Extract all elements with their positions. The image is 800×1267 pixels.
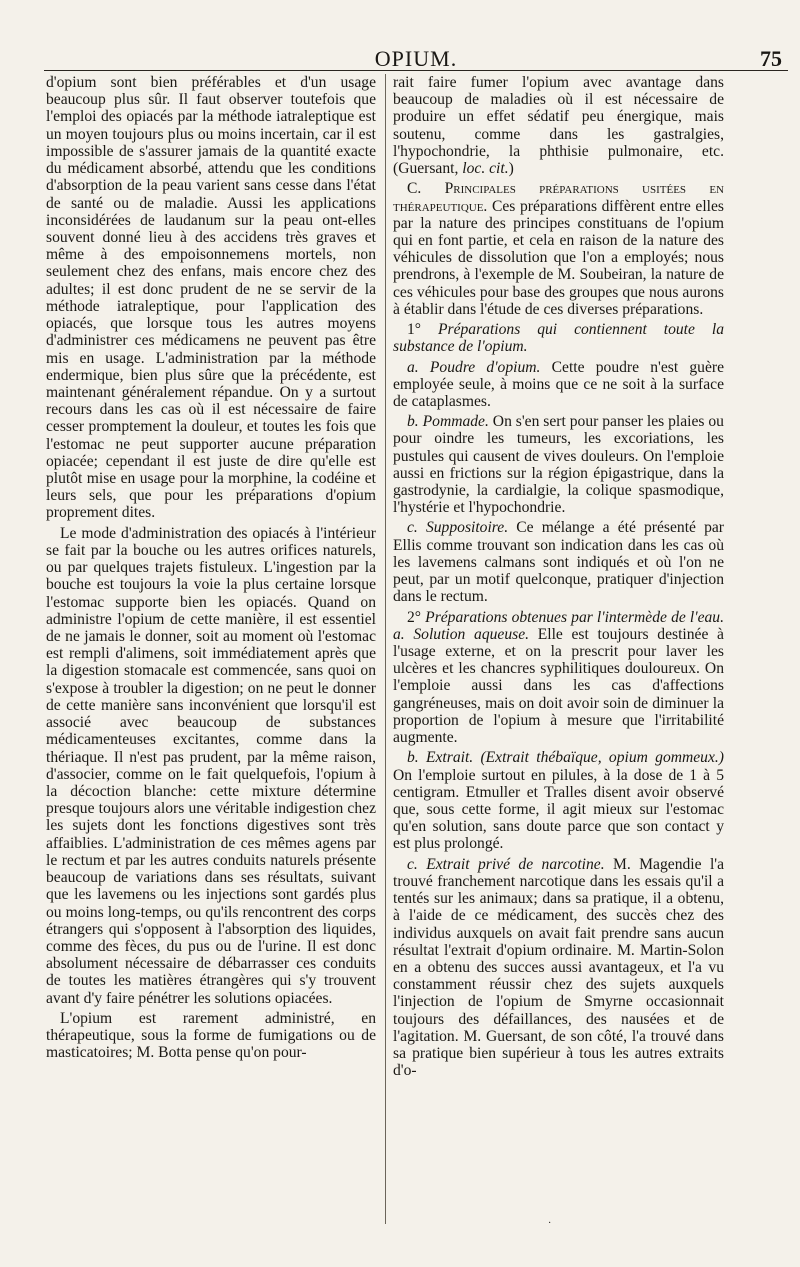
section-text: Ces préparations diffèrent entre elles par la nature des principes constituans de l'opium qui en font partie, et cela en raison de la nature des véhicules de dissolution que l'on a employés; nous prendrons, à l'exemple de M. Soubeiran, la nature de ces véhicules pour base des groupes que nous aurons à établir dans l'étude de ces diverses préparations. — [393, 197, 724, 318]
item-text: On s'en sert pour panser les plaies ou pour oindre les tumeurs, les excoriations, les pustules qui causent de vives douleurs. On l'emploie aussi en frictions sur la région épigastrique, dans la gastrodynie, la cardialgie, la colique spasmodique, l'hystérie et l'hypochondrie. — [393, 413, 724, 517]
item-label: c. — [407, 855, 418, 873]
item-text: M. Magendie l'a trouvé franchement narcotique dans les essais qu'il a tentés sur les animaux; dans sa pratique, il a obtenu, à l'aide de ce médicament, des succès chez des individus auxquels on avait fait prendre sans aucun résultat l'extrait d'opium ordinaire. M. Martin-Solon en a obtenu des succes aussi avantageux, et l'a vu constamment réussir chez des sujets auxquels l'injection de l'opium de Smyrne occasionnait toujours des défaillances, des nausées et de l'agitation. M. Guersant, de son côté, l'a trouvé dans sa pratique bien supérieur à tous les autres extraits d'o- — [393, 855, 725, 1080]
item-synonyms: (Extrait thébaïque, opium gommeux.) — [473, 749, 724, 767]
header-rule — [44, 70, 788, 71]
paragraph: L'opium est rarement administré, en thérapeutique, sous la forme de fumigations ou de masticatoires; M. Botta pense qu'on pour- — [46, 1009, 376, 1062]
paragraph: d'opium sont bien préférables et d'un usage beaucoup plus sûr. Il faut observer toutefois que l'emploi des opiacés par la méthode iatraleptique est un moyen toujours plus ou moins incertain, car il est impossible de s'assurer jamais de la quantité exacte du médicament absorbé, attendu que les conditions d'absorption de la peau varient sans cesse dans l'état de santé ou de maladie. Aussi les applications inconsidérées de laudanum sur la peau ont-elles souvent donné lieu à des accidens très graves et même à des empoisonnemens mortels, non seulement chez des enfans, mais encore chez des adultes; il est donc prudent de ne se servir de la méthode iatraleptique, pour l'application des opiacés, que lorsque tous les autres moyens d'administrer ces médicamens ne peuvent pas être mis en usage. L'administration par la méthode endermique, bien plus sûre que la précédente, est maintenant généralement répandue. On y a surtout recours dans les cas où il est nécessaire de faire cesser promptement la douleur, et toutes les fois que l'estomac ne peut supporter aucune préparation opiacée; cependant il est juste de dire qu'elle est plutôt mise en usage pour la morphine, la codéine et leurs sels, que pour les préparations d'opium proprement dites. — [46, 74, 376, 522]
paragraph-text: rait faire fumer l'opium avec avantage dans beaucoup de maladies où il est nécessaire de produire un effet sédatif peu énergique, mais soutenu, comme dans les gastralgies, l'hypochondrie, la phthisie pulmonaire, etc. (Guersant, — [393, 74, 724, 178]
page-title: OPIUM. — [374, 46, 458, 71]
page-number: 75 — [760, 46, 782, 71]
item-text: Cette poudre n'est guère employée seule, à moins que ce ne soit à la surface de cataplasmes. — [393, 358, 724, 410]
item-label: a. — [407, 358, 419, 376]
right-column — [393, 74, 724, 1079]
paragraph: Le mode d'administration des opiacés à l'intérieur se fait par la bouche ou les autres orifices naturels, ou par quelques trajets fistuleux. L'ingestion par la bouche est toujours la voie la plus certaine lorsque l'estomac supporte bien les opiacés. Quand on administre l'opium de cette manière, il est essentiel de ne jamais le donner, soit au moment où l'estomac est rempli d'alimens, soit immédiatement après que la digestion stomacale est commencée, sans quoi on s'expose à troubler la digestion; on ne peut le donner de cette manière sans inconvénient que lorsqu'il est associé avec beaucoup de substances médicamenteuses excitantes, comme dans la thériaque. Il n'est pas prudent, par la même raison, d'associer, comme on le fait quelquefois, l'opium à la décoction blanche: cette mixture détermine presque toujours alors une véritable indigestion chez les sujets dont les fonctions digestives sont très affaiblies. L'administration de ces mêmes agens par le rectum et par les autres conduits naturels présente beaucoup de variations dans ses résultats, suivant que les lavemens ou les injections sont gardés plus ou moins long-temps, ou qu'ils rencontrent des corps étrangers qui s'opposent à l'absorption des liquides, comme des fèces, du pus ou de l'urine. Il est donc absolument nécessaire de débarrasser ces conduits de toutes les matières étrangères qui s'y trouvent avant d'y faire pénétrer les solutions opiacées. — [46, 524, 376, 1007]
item-c — [393, 519, 724, 605]
item-label: c. — [407, 519, 418, 537]
paragraph — [393, 74, 724, 177]
citation: loc. cit. — [462, 160, 509, 178]
subsection-title: Préparations obtenues par l'intermède de l'eau. a. Solution aqueuse. — [393, 608, 724, 643]
item-label: b. — [407, 413, 419, 431]
item-b — [393, 413, 724, 516]
section-label: C. — [407, 180, 422, 198]
item-a — [393, 359, 724, 411]
item-c-narcotine — [393, 856, 724, 1080]
item-title: Pommade. — [418, 413, 489, 431]
item-b-extrait — [393, 749, 724, 852]
subsection-number: 2° — [407, 608, 422, 626]
subsection-1 — [393, 321, 724, 355]
item-title: Poudre d'opium. — [418, 358, 541, 376]
printer-mark: · — [548, 1218, 552, 1229]
column-divider — [385, 74, 386, 1224]
item-title: Extrait privé de narcotine. — [417, 855, 605, 873]
subsection-title: Préparations qui contiennent toute la substance de l'opium. — [393, 321, 724, 356]
left-column — [46, 74, 376, 1061]
item-text: On l'emploie surtout en pilules, à la dose de 1 à 5 centigram. Etmuller et Tralles disent avoir observé que, sous cette forme, il agit mieux sur l'estomac qu'en solution, sans doute parce que son contact y est plus prolongé. — [393, 766, 724, 853]
subsection-2 — [393, 609, 724, 747]
item-label: b. — [407, 749, 419, 767]
section-heading: Principales préparations usitées en thérapeutique. — [393, 180, 724, 215]
item-title: Suppositoire. — [417, 519, 509, 537]
item-title: Extrait. — [418, 749, 474, 767]
subsection-number: 1° — [407, 321, 422, 339]
item-text: Ce mélange a été présenté par Ellis comme trouvant son indication dans les cas où les lavemens calmans sont indiqués et où l'on ne peut, par un motif quelconque, pratiquer d'injection dans le rectum. — [393, 519, 724, 606]
section-c — [393, 180, 724, 318]
subsection-text: Elle est toujours destinée à l'usage externe, et on la prescrit pour laver les ulcères et les chancres syphilitiques douloureux. On l'emploie aussi dans les cas d'affections gangréneuses, mais on doit avoir soin de diminuer la proportion de l'opium à mesure que l'irritabilité augmente. — [393, 625, 724, 747]
paragraph-text: ) — [508, 160, 514, 178]
